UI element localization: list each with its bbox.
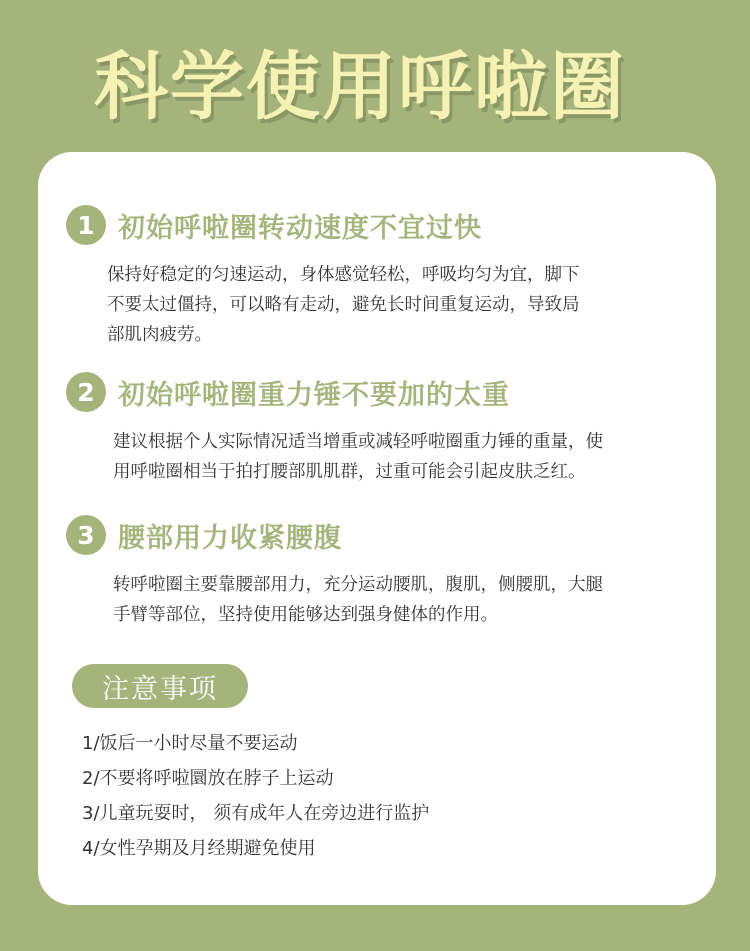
section-2-header [66, 371, 510, 413]
section-number-badge: 2 [66, 372, 106, 412]
notice-label: 注意事项 [72, 664, 248, 708]
section-title: 腰部用力收紧腰腹 [118, 522, 342, 554]
notice-list [82, 726, 682, 866]
content-card [38, 152, 716, 905]
body-line: 手臂等部位，坚持使用能够达到强身健体的作用。 [113, 605, 498, 625]
page-title: 科学使用呼啦圈 [94, 44, 626, 130]
body-line: 建议根据个人实际情况适当增重或减轻呼啦圈重力锤的重量，使 [113, 432, 603, 452]
section-number-badge: 1 [66, 205, 106, 245]
body-line: 不要太过僵持，可以略有走动，避免长时间重复运动，导致局 [107, 295, 580, 315]
section-3-header [66, 514, 342, 556]
section-number-badge: 3 [66, 515, 106, 555]
section-title: 初始呼啦圈重力锤不要加的太重 [118, 379, 510, 411]
notice-item: 1/饭后一小时尽量不要运动 [82, 733, 298, 754]
section-body [113, 570, 693, 630]
section-body [107, 260, 687, 350]
section-body [113, 427, 693, 487]
body-line: 保持好稳定的匀速运动，身体感觉轻松，呼吸均匀为宜，脚下 [107, 265, 580, 285]
body-line: 转呼啦圈主要靠腰部用力，充分运动腰肌，腹肌，侧腰肌，大腿 [113, 575, 603, 595]
section-title: 初始呼啦圈转动速度不宜过快 [118, 212, 482, 244]
notice-item: 4/女性孕期及月经期避免使用 [82, 838, 316, 859]
section-1-header [66, 204, 482, 246]
body-line: 用呼啦圈相当于拍打腰部肌肌群，过重可能会引起皮肤乏红。 [113, 462, 586, 482]
notice-item: 2/不要将呼啦圜放在脖子上运动 [82, 768, 334, 789]
notice-item: 3/儿童玩耍时， 须有成年人在旁边进行监护 [82, 803, 430, 824]
body-line: 部肌肉疲劳。 [107, 325, 212, 345]
